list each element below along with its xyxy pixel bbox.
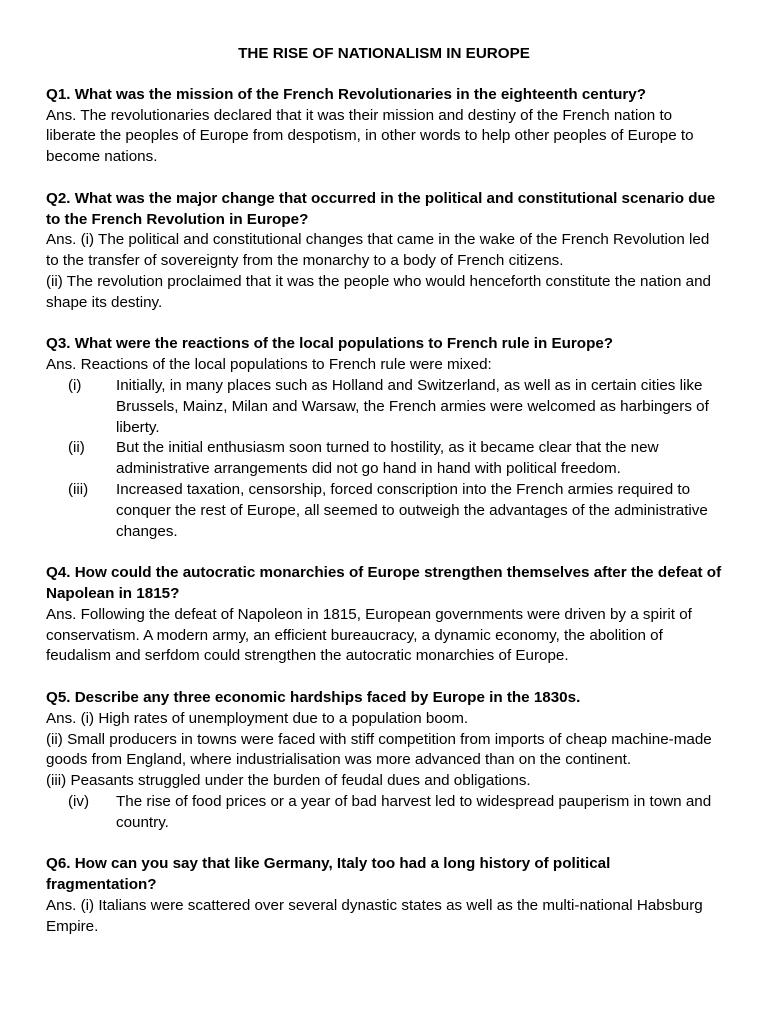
answer-text: Ans. (i) Italians were scattered over several dynastic states as well as the multi-national Habsburg Empire. bbox=[46, 896, 703, 935]
qa-block-q1 bbox=[46, 85, 722, 168]
question-text: Q2. What was the major change that occurred in the political and constitutional scenario due to the French Revolution in Europe? bbox=[46, 189, 716, 228]
qa-block-q5 bbox=[46, 688, 722, 834]
answer-list bbox=[46, 792, 722, 834]
list-item-number: (iii) bbox=[68, 480, 89, 498]
list-item-text: The rise of food prices or a year of bad harvest led to widespread pauperism in town and country. bbox=[116, 792, 712, 831]
answer-text: Ans. (i) The political and constitutional changes that came in the wake of the French Revolution led to the transfer of sovereignty from the monarchy to a body of French citizens. bbox=[46, 231, 710, 270]
question-text: Q3. What were the reactions of the local populations to French rule in Europe? bbox=[46, 335, 614, 353]
list-item-text: Increased taxation, censorship, forced conscription into the French armies required to conquer the rest of Europe, all seemed to outweigh the advantages of the administrative changes. bbox=[116, 480, 708, 540]
question-text: Q4. How could the autocratic monarchies of Europe strengthen themselves after the defeat of Napolean in 1815? bbox=[46, 564, 722, 602]
qa-block-q3 bbox=[46, 334, 722, 542]
answer-list bbox=[46, 376, 722, 542]
answer-text: (iii) Peasants struggled under the burden of feudal dues and obligations. bbox=[46, 772, 531, 790]
qa-block-q6 bbox=[46, 854, 722, 937]
answer-text: Ans. Following the defeat of Napoleon in 1815, European governments were driven by a spirit of conservatism. A modern army, an efficient bureaucracy, a dynamic economy, the abolition of feudalism and serfdom could strengthen the autocratic monarchies of Europe. bbox=[46, 605, 692, 665]
question-text: Q1. What was the mission of the French Revolutionaries in the eighteenth century? bbox=[46, 85, 646, 103]
qa-block-q2 bbox=[46, 189, 722, 314]
list-item bbox=[46, 438, 722, 480]
document-page bbox=[46, 44, 722, 958]
question-text: Q5. Describe any three economic hardships faced by Europe in the 1830s. bbox=[46, 688, 581, 706]
list-item-text: Initially, in many places such as Holland and Switzerland, as well as in certain cities like Brussels, Mainz, Milan and Warsaw, the French armies were welcomed as harbingers of liberty. bbox=[116, 376, 709, 436]
list-item bbox=[46, 376, 722, 438]
list-item-number: (iv) bbox=[68, 792, 90, 810]
answer-text: Ans. (i) High rates of unemployment due to a population boom. bbox=[46, 709, 469, 727]
list-item bbox=[46, 480, 722, 542]
document-title: THE RISE OF NATIONALISM IN EUROPE bbox=[238, 45, 530, 62]
list-item bbox=[46, 792, 722, 834]
answer-text: Ans. Reactions of the local populations to French rule were mixed: bbox=[46, 356, 492, 374]
list-item-number: (ii) bbox=[68, 439, 85, 457]
answer-text: (ii) The revolution proclaimed that it was the people who would henceforth constitute the nation and shape its destiny. bbox=[46, 272, 711, 311]
list-item-number: (i) bbox=[68, 376, 82, 394]
answer-text: Ans. The revolutionaries declared that it was their mission and destiny of the French nation to liberate the peoples of Europe from despotism, in other words to help other peoples of Europe to become nations. bbox=[46, 106, 694, 166]
question-text: Q6. How can you say that like Germany, Italy too had a long history of political fragmentation? bbox=[46, 855, 611, 894]
list-item-text: But the initial enthusiasm soon turned to hostility, as it became clear that the new administrative arrangements did not go hand in hand with political freedom. bbox=[116, 439, 659, 478]
qa-block-q4 bbox=[46, 563, 722, 667]
answer-text: (ii) Small producers in towns were faced with stiff competition from imports of cheap machine-made goods from England, where industrialisation was more advanced than on the continent. bbox=[46, 730, 712, 769]
